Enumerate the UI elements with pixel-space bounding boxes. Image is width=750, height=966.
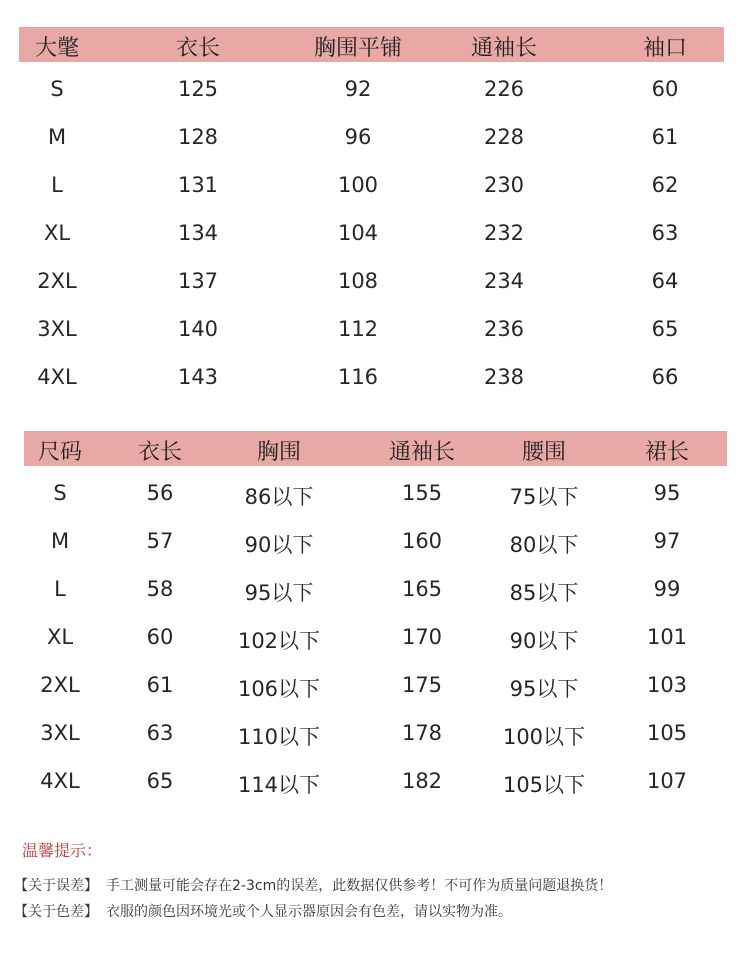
table-row	[24, 711, 727, 759]
table-cell: 60	[146, 625, 174, 649]
table-cell: 63	[146, 721, 174, 745]
table-row	[19, 115, 724, 163]
header-cell: 通袖长	[388, 440, 456, 465]
table-header	[24, 431, 727, 466]
table-cell: 160	[401, 529, 443, 553]
table-row	[24, 471, 727, 519]
table-cell: 3XL	[40, 721, 80, 745]
table-cell: 125	[177, 77, 219, 101]
table-row	[24, 519, 727, 567]
size-table-dress	[24, 431, 727, 807]
table-cell: 4XL	[40, 769, 80, 793]
table-header	[19, 27, 724, 62]
table-row	[19, 163, 724, 211]
table-cell: 61	[651, 125, 679, 149]
table-cell: 104	[337, 221, 379, 245]
table-cell: 64	[651, 269, 679, 293]
table-cell: 178	[401, 721, 443, 745]
table-cell: 58	[146, 577, 174, 601]
table-cell: 110以下	[237, 725, 321, 749]
header-cell: 大氅	[34, 36, 80, 61]
table-cell: XL	[43, 221, 71, 245]
tips-title: 温馨提示：	[22, 841, 103, 860]
table-cell: 128	[177, 125, 219, 149]
table-cell: 165	[401, 577, 443, 601]
header-cell: 衣长	[137, 440, 183, 465]
table-cell: 112	[337, 317, 379, 341]
table-cell: 56	[146, 481, 174, 505]
table-cell: 182	[401, 769, 443, 793]
table-cell: 65	[651, 317, 679, 341]
table-row	[19, 67, 724, 115]
table-cell: 106以下	[237, 677, 321, 701]
table-row	[19, 307, 724, 355]
table-cell: 99	[653, 577, 681, 601]
table-cell: 2XL	[37, 269, 77, 293]
table-cell: 140	[177, 317, 219, 341]
table-cell: 100以下	[502, 725, 586, 749]
table-cell: 57	[146, 529, 174, 553]
table-cell: S	[50, 77, 64, 101]
table-cell: 175	[401, 673, 443, 697]
table-row	[19, 259, 724, 307]
table-cell: 226	[483, 77, 525, 101]
table-cell: L	[54, 577, 66, 601]
table-cell: 114以下	[237, 773, 321, 797]
header-cell: 通袖长	[470, 36, 538, 61]
table-cell: 95以下	[244, 581, 314, 605]
table-cell: 63	[651, 221, 679, 245]
table-cell: 116	[337, 365, 379, 389]
table-cell: 103	[646, 673, 688, 697]
header-cell: 袖口	[642, 36, 688, 61]
table-cell: 95以下	[509, 677, 579, 701]
table-cell: 134	[177, 221, 219, 245]
table-cell: 92	[344, 77, 372, 101]
table-cell: 61	[146, 673, 174, 697]
table-cell: 101	[646, 625, 688, 649]
header-cell: 裙长	[644, 440, 690, 465]
table-cell: 232	[483, 221, 525, 245]
table-cell: M	[47, 125, 67, 149]
tip-error-tag: 【关于误差】	[14, 878, 98, 894]
table-cell: M	[50, 529, 70, 553]
table-cell: 234	[483, 269, 525, 293]
table-cell: 102以下	[237, 629, 321, 653]
table-cell: 143	[177, 365, 219, 389]
table-cell: 90以下	[509, 629, 579, 653]
table-cell: 62	[651, 173, 679, 197]
table-cell: 107	[646, 769, 688, 793]
table-row	[19, 211, 724, 259]
tip-error	[14, 873, 742, 899]
header-cell: 腰围	[521, 440, 567, 465]
table-cell: 170	[401, 625, 443, 649]
table-cell: 108	[337, 269, 379, 293]
table-row	[24, 615, 727, 663]
table-cell: 131	[177, 173, 219, 197]
header-cell: 尺码	[37, 440, 83, 465]
table-row	[24, 663, 727, 711]
table-cell: 228	[483, 125, 525, 149]
table-cell: 155	[401, 481, 443, 505]
tips-section	[14, 838, 742, 925]
table-cell: 75以下	[509, 485, 579, 509]
table-cell: 238	[483, 365, 525, 389]
table-row	[24, 567, 727, 615]
table-row	[24, 759, 727, 807]
table-cell: 97	[653, 529, 681, 553]
table-cell: 105以下	[502, 773, 586, 797]
table-cell: 96	[344, 125, 372, 149]
table-cell: 65	[146, 769, 174, 793]
header-cell: 胸围	[256, 440, 302, 465]
table-cell: 137	[177, 269, 219, 293]
table-cell: 85以下	[509, 581, 579, 605]
table-cell: 100	[337, 173, 379, 197]
tip-color	[14, 899, 742, 925]
tip-color-tag: 【关于色差】	[14, 904, 98, 920]
table-cell: 66	[651, 365, 679, 389]
header-cell: 胸围平铺	[313, 36, 403, 61]
table-cell: 60	[651, 77, 679, 101]
table-row	[19, 355, 724, 403]
tip-error-text: 手工测量可能会存在2-3cm的误差，此数据仅供参考！不可作为质量问题退换货！	[106, 878, 613, 894]
table-cell: XL	[46, 625, 74, 649]
table-cell: 95	[653, 481, 681, 505]
table-cell: 80以下	[509, 533, 579, 557]
table-cell: 86以下	[244, 485, 314, 509]
table-cell: 236	[483, 317, 525, 341]
table-cell: 105	[646, 721, 688, 745]
table-cell: S	[53, 481, 67, 505]
table-cell: L	[51, 173, 63, 197]
table-cell: 4XL	[37, 365, 77, 389]
table-cell: 90以下	[244, 533, 314, 557]
table-cell: 230	[483, 173, 525, 197]
table-cell: 2XL	[40, 673, 80, 697]
tip-color-text: 衣服的颜色因环境光或个人显示器原因会有色差，请以实物为准。	[106, 904, 512, 920]
table-cell: 3XL	[37, 317, 77, 341]
size-table-cloak	[19, 27, 724, 403]
header-cell: 衣长	[175, 36, 221, 61]
